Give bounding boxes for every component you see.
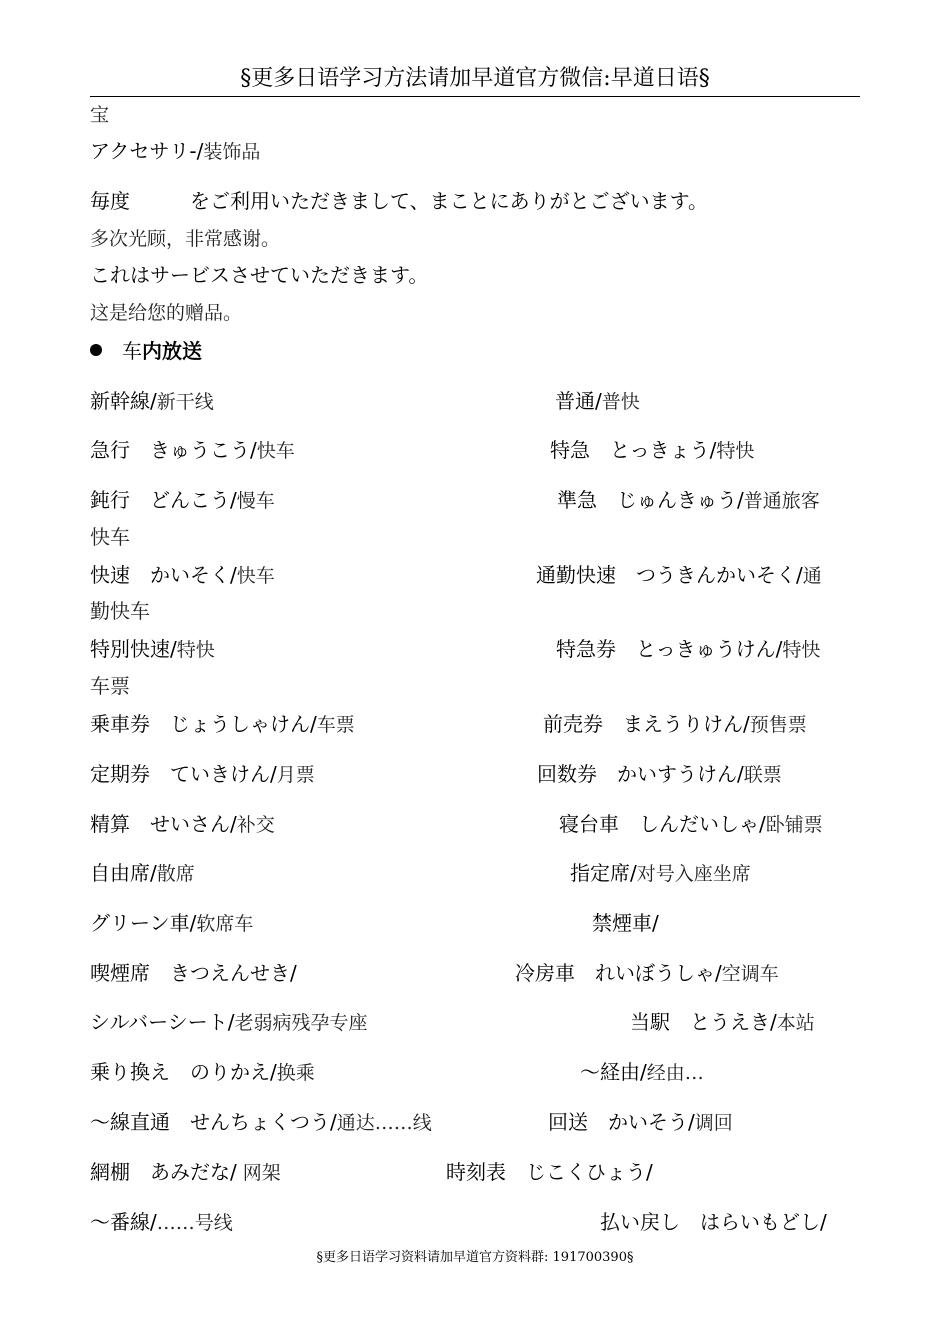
vocab-left: 自由席/散席: [90, 861, 195, 885]
text-line: [90, 138, 260, 165]
wrap-line: 车票: [90, 674, 130, 698]
wrap-line: 快车: [90, 525, 130, 549]
vocab-left: 特別快速/特快: [90, 637, 215, 661]
vocab-right: 禁煙車/: [592, 911, 659, 935]
cn-translation: 装饰品: [203, 141, 261, 163]
vocab-left: 網棚 あみだな/ 网架: [90, 1160, 281, 1184]
jp-term: 毎度: [90, 189, 130, 213]
section-heading: 车内放送: [90, 338, 202, 364]
vocab-right: 寝台車 しんだいしゃ/卧铺票: [559, 812, 823, 836]
vocab-left: ～線直通 せんちょくつう/通达……线: [90, 1110, 432, 1134]
vocab-left: 定期券 ていきけん/月票: [90, 762, 315, 786]
vocab-right: 当駅 とうえき/本站: [630, 1010, 815, 1034]
vocab-right: 前売券 まえうりけん/预售票: [543, 712, 807, 736]
vocab-left: 快速 かいそく/快车: [90, 563, 275, 587]
vocab-right: 払い戻し はらいもどし/: [600, 1210, 827, 1234]
vocab-left: グリーン車/软席车: [90, 911, 254, 935]
vocab-right: 準急 じゅんきゅう/普通旅客: [557, 488, 820, 512]
text-line: 多次光顾，非常感谢。: [90, 228, 281, 250]
vocab-right: 普通/普快: [555, 389, 640, 413]
vocab-right: 特急 とっきょう/特快: [550, 438, 755, 462]
vocab-left: 喫煙席 きつえんせき/: [90, 961, 297, 985]
text-line: [90, 188, 708, 214]
bullet-icon: [90, 344, 102, 356]
jp-sentence: をご利用いただきまして、まことにありがとございます。: [190, 189, 708, 213]
vocab-left: 乗車券 じょうしゃけん/车票: [90, 712, 355, 736]
page-footer: §更多日语学习资料请加早道官方资料群: 191700390§: [316, 1250, 634, 1265]
vocab-right: 回送 かいそう/调回: [548, 1110, 733, 1134]
vocab-right: 冷房車 れいぼうしゃ/空调车: [515, 961, 779, 985]
vocab-right: 回数券 かいすうけん/联票: [537, 762, 782, 786]
vocab-left: ～番線/……号线: [90, 1210, 233, 1234]
vocab-left: 精算 せいさん/补交: [90, 812, 275, 836]
wrap-line: 勤快车: [90, 599, 150, 623]
jp-term: アクセサリ-/: [90, 139, 204, 163]
vocab-left: 新幹線/新干线: [90, 389, 214, 413]
text-line: 宝: [90, 104, 110, 126]
vocab-left: シルバーシート/老弱病残孕专座: [90, 1010, 368, 1034]
vocab-right: ～経由/经由…: [580, 1060, 704, 1084]
vocab-left: 鈍行 どんこう/慢车: [90, 488, 275, 512]
vocab-right: 指定席/对号入座坐席: [570, 861, 751, 885]
vocab-right: 時刻表 じこくひょう/: [446, 1160, 653, 1184]
text-line: 这是给您的赠品。: [90, 302, 243, 324]
page-header: §更多日语学习方法请加早道官方微信:早道日语§: [90, 62, 860, 97]
text-line: これはサービスさせていただきます。: [90, 263, 429, 287]
vocab-right: 通勤快速 つうきんかいそく/通: [536, 563, 822, 587]
vocab-left: 乗り換え のりかえ/换乘: [90, 1060, 315, 1084]
vocab-right: 特急券 とっきゅうけん/特快: [556, 637, 821, 661]
vocab-left: 急行 きゅうこう/快车: [90, 438, 295, 462]
